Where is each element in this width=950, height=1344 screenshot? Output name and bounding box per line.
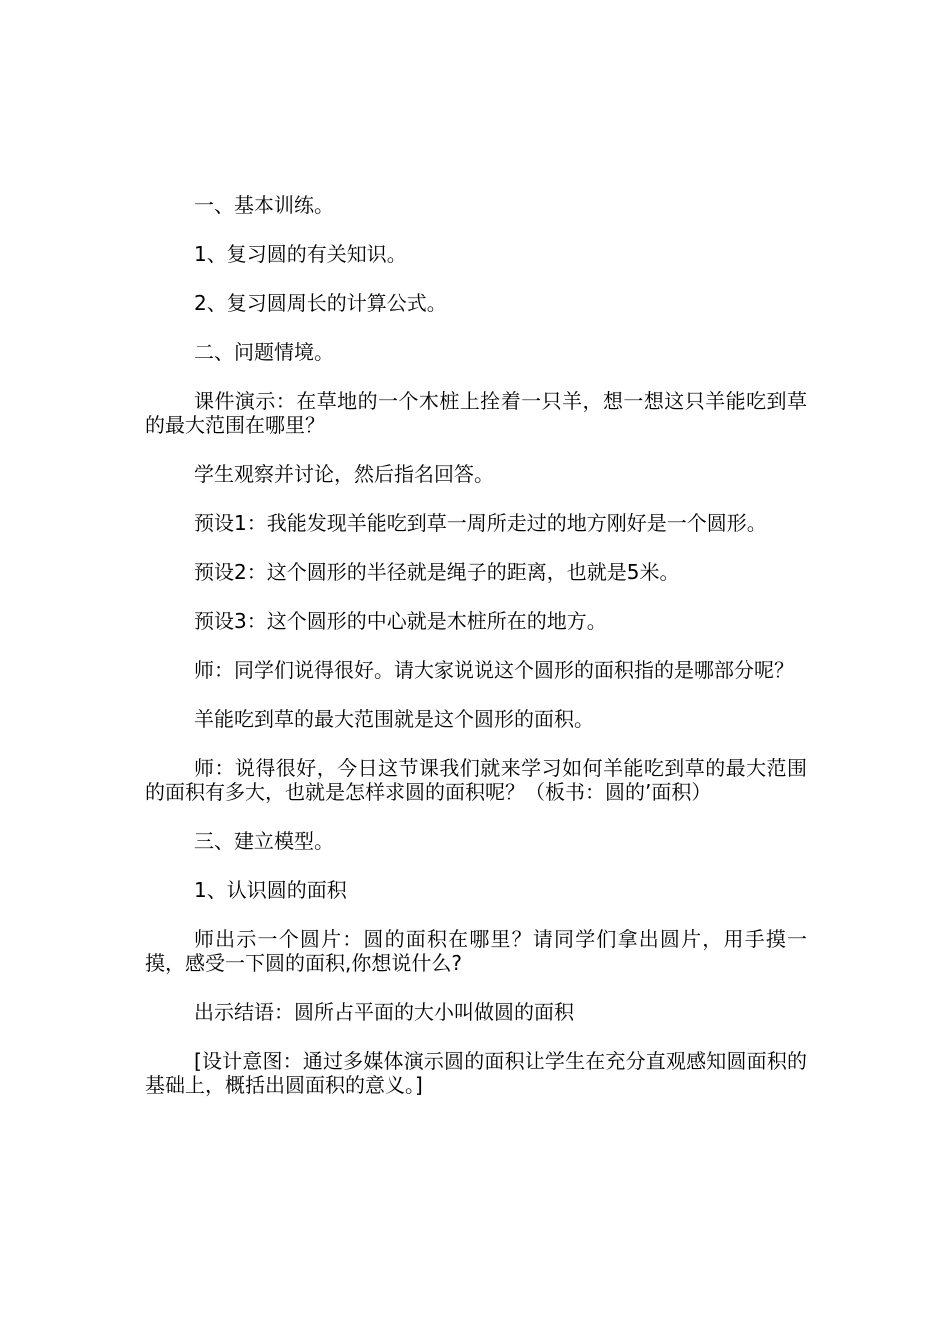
paragraph-teacher-shows-disc: 师出示一个圆片：圆的面积在哪里？请同学们拿出圆片，用手摸一摸，感受一下圆的面积,你想说什么? (145, 927, 807, 975)
section-heading-basic-training: 一、基本训练。 (194, 193, 334, 217)
paragraph-conclusion: 出示结语：圆所占平面的大小叫做圆的面积 (194, 1000, 574, 1024)
section-heading-problem-situation: 二、问题情境。 (194, 340, 334, 364)
section-heading-build-model: 三、建立模型。 (194, 829, 334, 853)
paragraph-preset-1: 预设1：我能发现羊能吃到草一周所走过的地方刚好是一个圆形。 (194, 511, 767, 535)
paragraph-design-intent: [设计意图：通过多媒体演示圆的面积让学生在充分直观感知圆面积的基础上，概括出圆面积的意义。] (145, 1049, 807, 1097)
list-item-review-circumference-formula: 2、复习圆周长的计算公式。 (194, 291, 447, 315)
paragraph-preset-3: 预设3：这个圆形的中心就是木桩所在的地方。 (194, 609, 607, 633)
list-item-know-circle-area: 1、认识圆的面积 (194, 878, 347, 902)
list-item-review-circle-knowledge: 1、复习圆的有关知识。 (194, 242, 407, 266)
paragraph-preset-2: 预设2：这个圆形的半径就是绳子的距离，也就是5米。 (194, 560, 680, 584)
paragraph-answer: 羊能吃到草的最大范围就是这个圆形的面积。 (194, 707, 594, 731)
paragraph-student-discussion: 学生观察并讨论，然后指名回答。 (194, 462, 494, 486)
document-body (145, 193, 807, 1122)
paragraph-courseware-demo: 课件演示：在草地的一个木桩上拴着一只羊，想一想这只羊能吃到草的最大范围在哪里？ (145, 389, 807, 437)
paragraph-teacher-introduction: 师：说得很好，今日这节课我们就来学习如何羊能吃到草的最大范围的面积有多大，也就是怎样求圆的面积呢？（板书：圆的’面积） (145, 756, 807, 804)
paragraph-teacher-question: 师：同学们说得很好。请大家说说这个圆形的面积指的是哪部分呢？ (194, 658, 794, 682)
